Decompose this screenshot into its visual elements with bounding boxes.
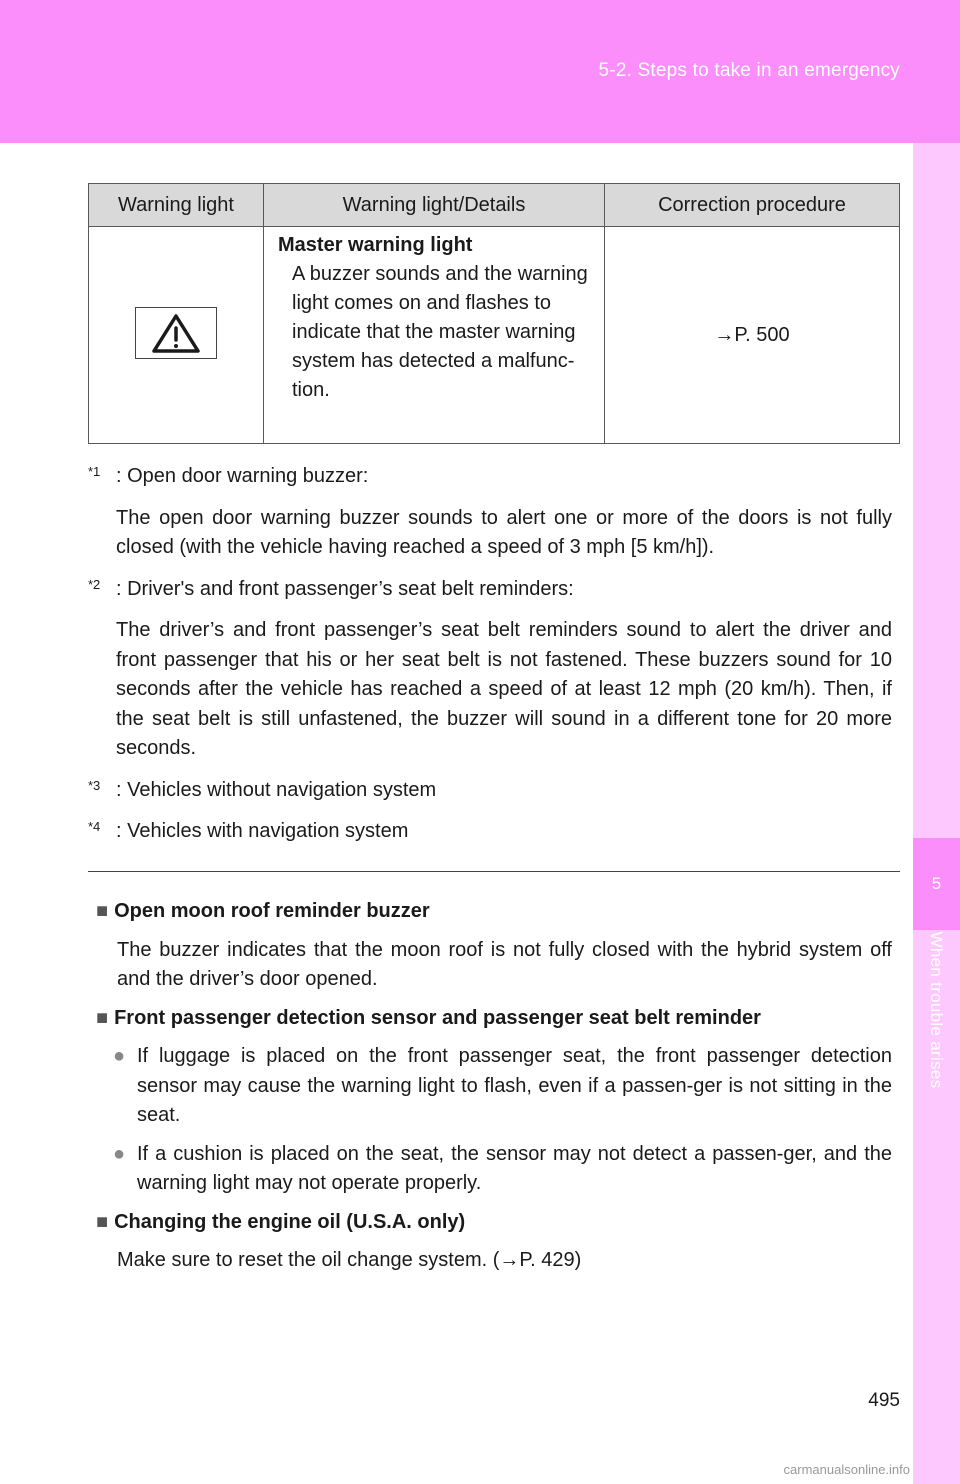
table-header-correction: Correction procedure bbox=[605, 184, 900, 227]
chapter-number-tab: 5 bbox=[913, 838, 960, 930]
tip-heading-text: Changing the engine oil (U.S.A. only) bbox=[114, 1210, 466, 1233]
square-bullet-icon: ■ bbox=[96, 1210, 109, 1233]
chapter-label: When trouble arises bbox=[927, 931, 946, 1089]
footnote-body: The open door warning buzzer sounds to alert one or more of the doors is not fully closed (with the vehicle having reached a speed of 3 mph [5 km/h]). bbox=[116, 506, 892, 558]
warning-light-table bbox=[88, 183, 900, 444]
tip-heading bbox=[96, 1004, 892, 1034]
circle-bullet-icon: ● bbox=[113, 1045, 126, 1067]
watermark: carmanualsonline.info bbox=[783, 1462, 910, 1477]
footnote-title: : Vehicles without navigation system bbox=[116, 778, 437, 801]
information-section bbox=[96, 897, 892, 1285]
tip-body: The buzzer indicates that the moon roof is not fully closed with the hybrid system off and the driver’s door opened. bbox=[117, 938, 892, 990]
footnote-mark: *4 bbox=[88, 819, 101, 834]
table-header-warning-light: Warning light bbox=[89, 184, 264, 227]
warning-light-cell bbox=[89, 227, 264, 444]
table-header-row bbox=[89, 184, 900, 227]
list-item-text: If a cushion is placed on the seat, the sensor may not detect a passen-ger, and the warning light may not operate properly. bbox=[137, 1142, 892, 1194]
warning-title: Master warning light bbox=[278, 234, 473, 256]
square-bullet-icon: ■ bbox=[96, 900, 109, 922]
header-band bbox=[0, 0, 960, 143]
footnotes bbox=[88, 462, 892, 859]
tip-heading bbox=[96, 897, 892, 927]
tip-heading-text: Front passenger detection sensor and passenger seat belt reminder bbox=[114, 1006, 761, 1029]
list-item-text: If luggage is placed on the front passenger seat, the front passenger detection sensor may cause the warning light to flash, even if a passen-ger is not sitting in the seat. bbox=[137, 1045, 892, 1126]
footnote-body: The driver’s and front passenger’s seat belt reminders sound to alert the driver and front passenger that his or her seat belt is not fastened. These buzzers sound for 10 seconds after the vehicle has reached a speed of at least 12 mph (20 km/h). Then, if the seat belt is still unfastened, the buzzer will sound in a different tone for 20 more seconds. bbox=[116, 619, 892, 759]
circle-bullet-icon: ● bbox=[113, 1142, 126, 1165]
footnote-title: : Open door warning buzzer: bbox=[116, 465, 369, 487]
footnote-mark: *2 bbox=[88, 576, 101, 592]
table-row bbox=[89, 227, 900, 444]
list-item bbox=[96, 1042, 892, 1131]
footnote-title: : Driver's and front passenger’s seat belt reminders: bbox=[116, 577, 574, 600]
warning-details-cell bbox=[264, 227, 605, 444]
page-number: 495 bbox=[868, 1390, 900, 1411]
square-bullet-icon: ■ bbox=[96, 1006, 109, 1029]
tip-heading-text: Open moon roof reminder buzzer bbox=[114, 900, 430, 922]
footnote bbox=[88, 462, 892, 563]
footnote bbox=[88, 575, 892, 764]
master-warning-triangle-icon bbox=[135, 307, 217, 359]
table-header-details: Warning light/Details bbox=[264, 184, 605, 227]
footnote-title: : Vehicles with navigation system bbox=[116, 820, 409, 842]
footnote bbox=[88, 776, 892, 806]
tip-heading bbox=[96, 1208, 892, 1238]
footnote-mark: *3 bbox=[88, 777, 101, 793]
correction-cell bbox=[605, 227, 900, 444]
footnote-mark: *1 bbox=[88, 464, 101, 479]
correction-reference: →P. 500 bbox=[714, 323, 790, 346]
list-item bbox=[96, 1140, 892, 1199]
warning-details: A buzzer sounds and the warning light comes on and flashes to indicate that the master warning system has detected a malfunc-tion. bbox=[292, 263, 588, 401]
side-tab bbox=[913, 143, 960, 1484]
tip-body: Make sure to reset the oil change system. (→P. 429) bbox=[117, 1249, 582, 1271]
section-divider bbox=[88, 871, 900, 872]
footnote bbox=[88, 817, 892, 847]
section-title: 5-2. Steps to take in an emergency bbox=[598, 60, 900, 81]
